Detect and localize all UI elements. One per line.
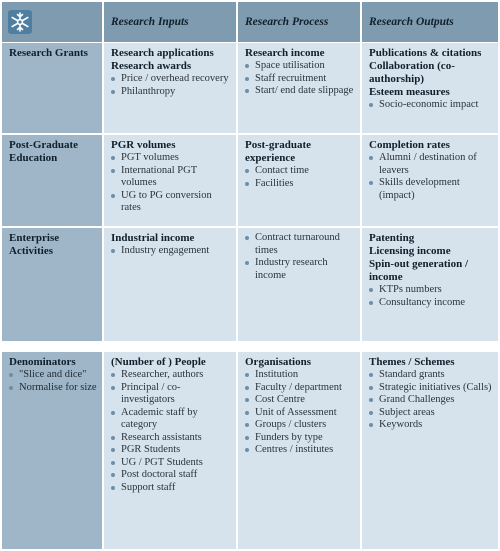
bullet-item: Faculty / department — [245, 382, 355, 395]
bullet-item: Subject areas — [369, 407, 493, 420]
bullet-item: Industry engagement — [111, 245, 231, 258]
row-denominators — [2, 352, 498, 549]
bullet-list — [369, 152, 493, 202]
bullet-item: Contract turnaround times — [245, 232, 355, 257]
bullet-item: Normalise for size — [9, 382, 97, 395]
bullet-item: Alumni / destination of leavers — [369, 152, 493, 177]
cell-heading: Organisations — [245, 356, 312, 368]
bullet-list — [111, 245, 231, 258]
bullet-item: UG / PGT Students — [111, 457, 231, 470]
cell-heading: Research income — [245, 47, 325, 59]
row-label-cell — [2, 43, 104, 133]
snowflake-logo-icon — [7, 9, 33, 35]
bullet-item: Groups / clusters — [245, 419, 355, 432]
header-research-inputs-text: Research Inputs — [111, 16, 189, 28]
cell-heading: Licensing income — [369, 245, 451, 257]
bullet-item: Research assistants — [111, 432, 231, 445]
row-post-graduate-education — [2, 135, 498, 226]
inputs-cell — [104, 228, 238, 341]
bullet-item: Post doctoral staff — [111, 469, 231, 482]
bullet-item: Centres / institutes — [245, 444, 355, 457]
bullet-item: Unit of Assessment — [245, 407, 355, 420]
bullet-item: KTPs numbers — [369, 284, 493, 297]
bullet-item: Funders by type — [245, 432, 355, 445]
bullet-item: Keywords — [369, 419, 493, 432]
cell-heading: Collaboration (co-authorship) — [369, 60, 455, 85]
bullet-item: Strategic initiatives (Calls) — [369, 382, 493, 395]
bullet-list — [245, 165, 355, 190]
bullet-item: Grand Challenges — [369, 394, 493, 407]
bullet-list — [369, 99, 493, 112]
cell-heading: Publications & citations — [369, 47, 482, 59]
header-research-inputs — [104, 2, 238, 42]
bullet-item: Start/ end date slippage — [245, 85, 355, 98]
bullet-item: Staff recruitment — [245, 73, 355, 86]
bullet-item: Principal / co-investigators — [111, 382, 231, 407]
cell-heading: Post-graduate experience — [245, 139, 311, 164]
bullet-item: Philanthropy — [111, 86, 231, 99]
bullet-list — [111, 73, 231, 98]
bullet-item: Academic staff by category — [111, 407, 231, 432]
outputs-cell — [362, 135, 498, 226]
outputs-cell — [362, 352, 498, 549]
cell-heading: PGR volumes — [111, 139, 176, 151]
row-label: Enterprise Activities — [9, 232, 60, 257]
outputs-cell — [362, 43, 498, 133]
bullet-list — [245, 232, 355, 282]
bullet-list — [369, 284, 493, 309]
bullet-item: Standard grants — [369, 369, 493, 382]
cell-heading: Industrial income — [111, 232, 195, 244]
row-research-grants — [2, 43, 498, 133]
cell-heading: Spin-out generation / income — [369, 258, 469, 283]
cell-heading: Esteem measures — [369, 86, 450, 98]
bullet-item: "Slice and dice" — [9, 369, 97, 382]
header-research-process-text: Research Process — [245, 16, 329, 28]
cell-heading: Patenting — [369, 232, 415, 244]
bullet-item: PGT volumes — [111, 152, 231, 165]
process-cell — [238, 135, 362, 226]
bullet-item: Consultancy income — [369, 297, 493, 310]
bullet-item: Researcher, authors — [111, 369, 231, 382]
bullet-item: International PGT volumes — [111, 165, 231, 190]
bullet-list — [369, 369, 493, 432]
row-label-cell — [2, 135, 104, 226]
header-row — [2, 2, 498, 42]
row-label-cell — [2, 352, 104, 549]
bullet-list — [111, 152, 231, 215]
header-research-outputs-text: Research Outputs — [369, 16, 454, 28]
row-enterprise-activities — [2, 228, 498, 341]
process-cell — [238, 352, 362, 549]
bullet-list — [245, 60, 355, 98]
bullet-item: Industry research income — [245, 257, 355, 282]
inputs-cell — [104, 43, 238, 133]
outputs-cell — [362, 228, 498, 341]
cell-heading: Research awards — [111, 60, 192, 72]
inputs-cell — [104, 135, 238, 226]
row-label: Research Grants — [9, 47, 88, 59]
bullet-item: Institution — [245, 369, 355, 382]
bullet-item: PGR Students — [111, 444, 231, 457]
process-cell — [238, 228, 362, 341]
bullet-item: Cost Centre — [245, 394, 355, 407]
bullet-list — [111, 369, 231, 494]
bullet-list — [9, 369, 97, 394]
bullet-item: Skills development (impact) — [369, 177, 493, 202]
bullet-item: Socio-economic impact — [369, 99, 493, 112]
section-gap — [2, 341, 498, 350]
bullet-item: UG to PG conversion rates — [111, 190, 231, 215]
header-logo-cell — [2, 2, 104, 42]
bullet-item: Contact time — [245, 165, 355, 178]
row-label: Denominators — [9, 356, 76, 368]
process-cell — [238, 43, 362, 133]
bullet-item: Facilities — [245, 178, 355, 191]
bullet-item: Space utilisation — [245, 60, 355, 73]
row-label: Post-Graduate Education — [9, 139, 79, 164]
cell-heading: Themes / Schemes — [369, 356, 455, 368]
header-research-outputs — [362, 2, 498, 42]
cell-heading: Completion rates — [369, 139, 450, 151]
cell-heading: Research applications — [111, 47, 214, 59]
header-research-process — [238, 2, 362, 42]
framework-table — [2, 2, 498, 549]
bullet-item: Support staff — [111, 482, 231, 495]
cell-heading: (Number of ) People — [111, 356, 206, 368]
inputs-cell — [104, 352, 238, 549]
row-label-cell — [2, 228, 104, 341]
bullet-item: Price / overhead recovery — [111, 73, 231, 86]
bullet-list — [245, 369, 355, 457]
